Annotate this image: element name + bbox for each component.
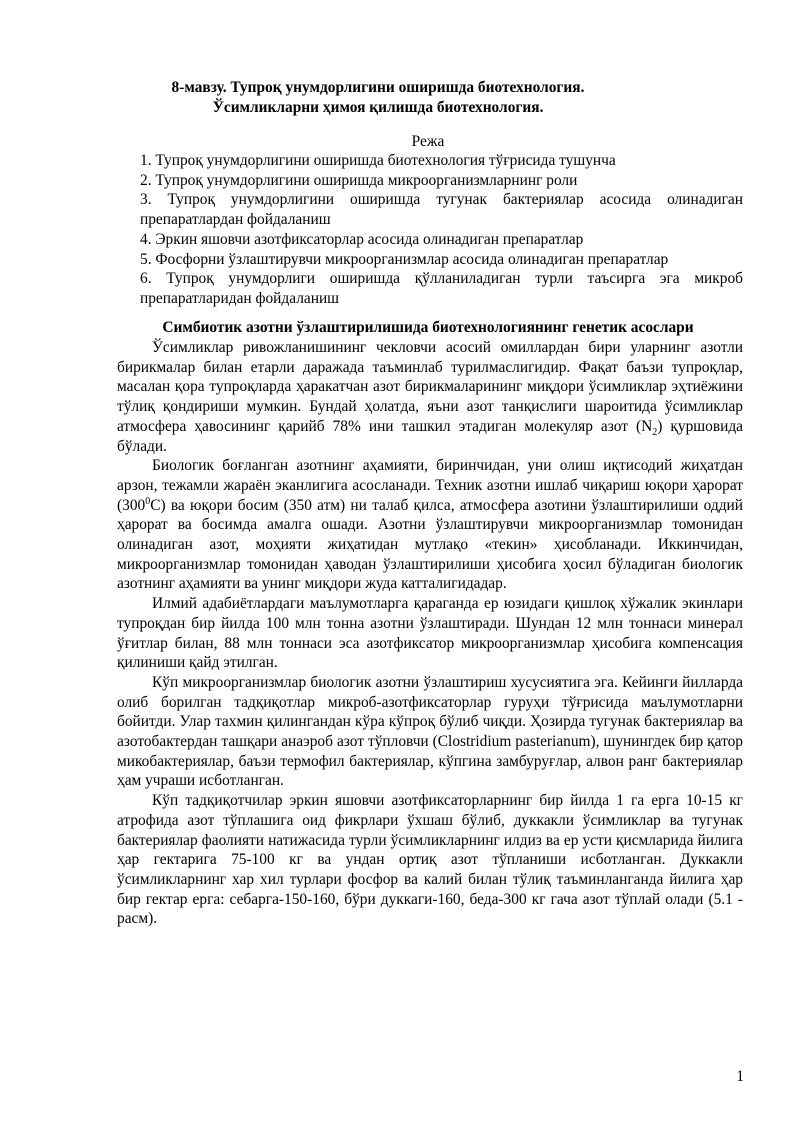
paragraph-text: Ўсимликлар ривожланишининг чекловчи асосий омиллардан бири уларнинг азотли бирикмалар билан етарли даражада таъминлаб турилмаслигидир. Фақат баъзи тупроқлар, масалан қора тупроқларда ҳаракатчан азот бирикмаларининг миқдори ўсимликлар эҳтиёжини тўлиқ қондириши мумкин. Бундай ҳолатда, яъни азот танқислиги шароитида ўсимликлар атмосфера ҳавосининг қарийб 78% ини ташкил этадиган молекуляр азот (N [117, 339, 743, 435]
plan-item: 1. Тупроқ унумдорлигини оширишда биотехнология тўғрисида тушунча [140, 152, 616, 169]
plan-item: 5. Фосфорни ўзлаштирувчи микроорганизмлар асосида олинадиган препаратлар [140, 250, 669, 268]
title-line-1: 8-мавзу. Тупроқ унумдорлигини оширишда биотехнология. [171, 79, 585, 96]
paragraph [117, 338, 743, 456]
superscript: 0 [145, 495, 151, 507]
section-heading: Симбиотик азотни ўзлаштирилишида биотехнологиянинг генетик асослари [162, 319, 694, 336]
plan-heading: Режа [411, 133, 445, 150]
plan-item: 4. Эркин яшовчи азотфиксаторлар асосида олинадиган препаратлар [140, 230, 584, 248]
paragraph-text: С) ва юқори босим (350 атм) ни талаб қилса, атмосфера азотини ўзлаштирилиши оддий ҳарорат ва босимда амалга ошади. Азотни ўзлаштирувчи микроорганизмлар томонидан олинадиган азот, моҳияти жиҳатидан мутлақо «текин» ҳисобланади. Иккинчидан, микроорганизмлар томонидан ҳаводан ўзлаштирилиши ҳисобига ҳосил бўладиган биологик азотнинг аҳамияти ва унинг миқдори жуда катталигидадар. [117, 496, 743, 593]
body-text [117, 338, 743, 929]
plan-list [140, 151, 743, 309]
paragraph: Кўп микроорганизмлар биологик азотни ўзлаштириш хусусиятига эга. Кейинги йилларда олиб борилган тадқиқотлар микроб-азотфиксаторлар гуруҳи тўғрисида маълумотларни бойитди. Улар тахмин қилингандан кўра кўпроқ бўлиб чиқди. Ҳозирда тугунак бактериялар ва азотобактердан ташқари анаэроб азот тўпловчи (Clostridium pasterianum), шунингдек бир қатор микобактериялар, баъзи термофил бактериялар, кўпгина замбуруғлар, алвон ранг бактериялар ҳам учраши исботланган. [117, 673, 743, 790]
page-number: 1 [736, 1068, 744, 1085]
paragraph-text: ) қуршовида бўлади. [117, 417, 743, 455]
title-line-2: Ўсимликларни ҳимоя қилишда биотехнология. [212, 98, 544, 116]
page-title [118, 78, 638, 117]
plan-item: 6. Тупроқ унумдорлиги оширишда қўлланиладиган турли таъсирга эга микроб препаратларидан фойдаланиш [140, 270, 743, 307]
paragraph [117, 456, 743, 594]
plan-item: 3. Тупроқ унумдорлигини оширишда тугунак бактериялар асосида олинадиган препаратлардан фойдаланиш [140, 191, 743, 229]
subscript: 2 [652, 426, 658, 438]
paragraph: Кўп тадқиқотчилар эркин яшовчи азотфиксаторларнинг бир йилда 1 га ерга 10-15 кг атрофида азот тўплашига оид фикрлари ўхшаш бўлиб, дуккакли ўсимликлар ва тугунак бактериялар фаолияти натижасида турли ўсимликларнинг илдиз ва ер усти қисмларида йилига ҳар гектарига 75-100 кг ва ундан ортиқ азот тўпланиши исботланган. Дуккакли ўсимликларнинг хар хил турлари фосфор ва калий билан тўлиқ таъминланганда йилига ҳар бир гектар ерга: себарга-150-160, бўри дуккаги-160, беда-300 кг гача азот тўплай олади (5.1 - расм). [117, 792, 743, 928]
plan-item: 2. Тупроқ унумдорлигини оширишда микроорганизмларнинг роли [140, 171, 578, 189]
paragraph: Илмий адабиётлардаги маълумотларга қараганда ер юзидаги қишлоқ хўжалик экинлари тупроқдан бир йилда 100 млн тонна азотни ўзлаштиради. Шундан 12 млн тоннаси минерал ўғитлар билан, 88 млн тоннаси эса азотфиксатор микроорганизмлар ҳисобига компенсация қилиниши қайд этилган. [117, 595, 743, 672]
paragraph-text: Биологик боғланган азотнинг аҳамияти, биринчидан, уни олиш иқтисодий жиҳатдан арзон, тежамли жараён эканлигига асосланади. Техник азотни ишлаб чиқариш юқори ҳарорат (300 [117, 457, 743, 514]
